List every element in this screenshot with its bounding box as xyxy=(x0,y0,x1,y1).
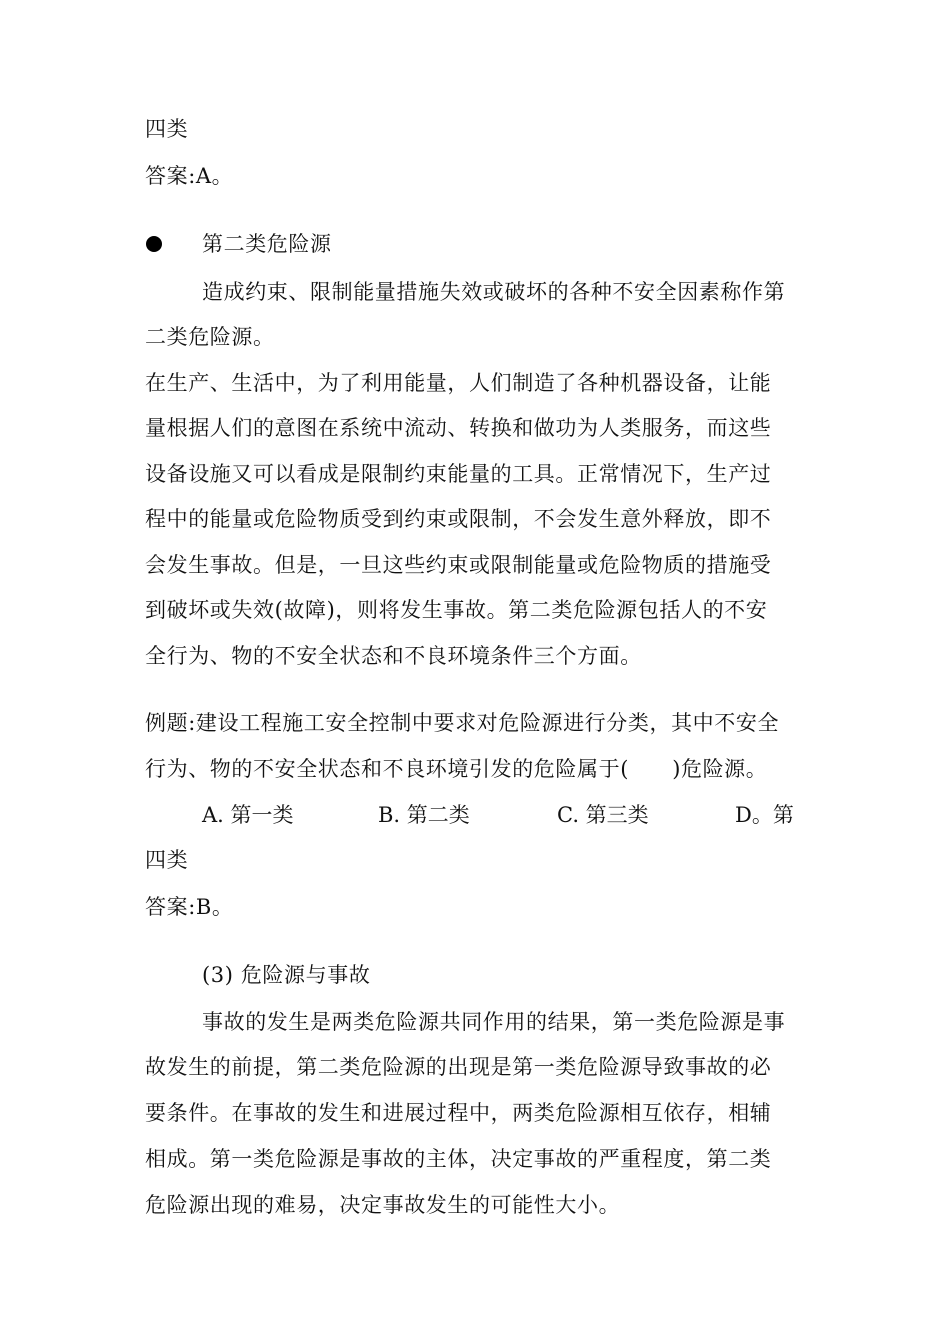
option-b: B. 第二类 xyxy=(378,803,470,827)
section-heading: (3) 危险源与事故 xyxy=(202,963,371,987)
paragraph-line: 危险源出现的难易，决定事故发生的可能性大小。 xyxy=(145,1193,621,1217)
example-question-line: 例题:建设工程施工安全控制中要求对危险源进行分类，其中不安全 xyxy=(145,711,780,735)
paragraph-line: 故发生的前提，第二类危险源的出现是第一类危险源导致事故的必 xyxy=(145,1055,772,1079)
paragraph-line: 在生产、生活中，为了利用能量，人们制造了各种机器设备，让能 xyxy=(145,371,772,395)
paragraph-line: 程中的能量或危险物质受到约束或限制，不会发生意外释放，即不 xyxy=(145,507,772,531)
paragraph-line: 相成。第一类危险源是事故的主体，决定事故的严重程度，第二类 xyxy=(145,1147,772,1171)
answer-line: 答案:B。 xyxy=(145,895,234,919)
example-question-line: 行为、物的不安全状态和不良环境引发的危险属于( )危险源。 xyxy=(145,757,768,781)
paragraph-line: 造成约束、限制能量措施失效或破坏的各种不安全因素称作第 xyxy=(202,280,786,304)
paragraph-line: 二类危险源。 xyxy=(145,325,275,349)
option-d-continued: 四类 xyxy=(145,117,189,141)
paragraph-line: 全行为、物的不安全状态和不良环境条件三个方面。 xyxy=(145,644,642,668)
option-d-continued: 四类 xyxy=(145,848,189,872)
paragraph-line: 会发生事故。但是，一旦这些约束或限制能量或危险物质的措施受 xyxy=(145,553,772,577)
paragraph-line: 设备设施又可以看成是限制约束能量的工具。正常情况下，生产过 xyxy=(145,462,772,486)
section-heading: 第二类危险源 xyxy=(202,232,332,256)
bullet-icon xyxy=(146,236,162,252)
option-a: A. 第一类 xyxy=(202,803,294,827)
paragraph-line: 到破坏或失效(故障)，则将发生事故。第二类危险源包括人的不安 xyxy=(145,598,768,622)
option-d: D。第 xyxy=(735,803,794,827)
answer-line: 答案:A。 xyxy=(145,164,234,188)
paragraph-line: 事故的发生是两类危险源共同作用的结果，第一类危险源是事 xyxy=(202,1010,786,1034)
option-c: C. 第三类 xyxy=(557,803,649,827)
paragraph-line: 量根据人们的意图在系统中流动、转换和做功为人类服务，而这些 xyxy=(145,416,772,440)
paragraph-line: 要条件。在事故的发生和进展过程中，两类危险源相互依存，相辅 xyxy=(145,1101,772,1125)
